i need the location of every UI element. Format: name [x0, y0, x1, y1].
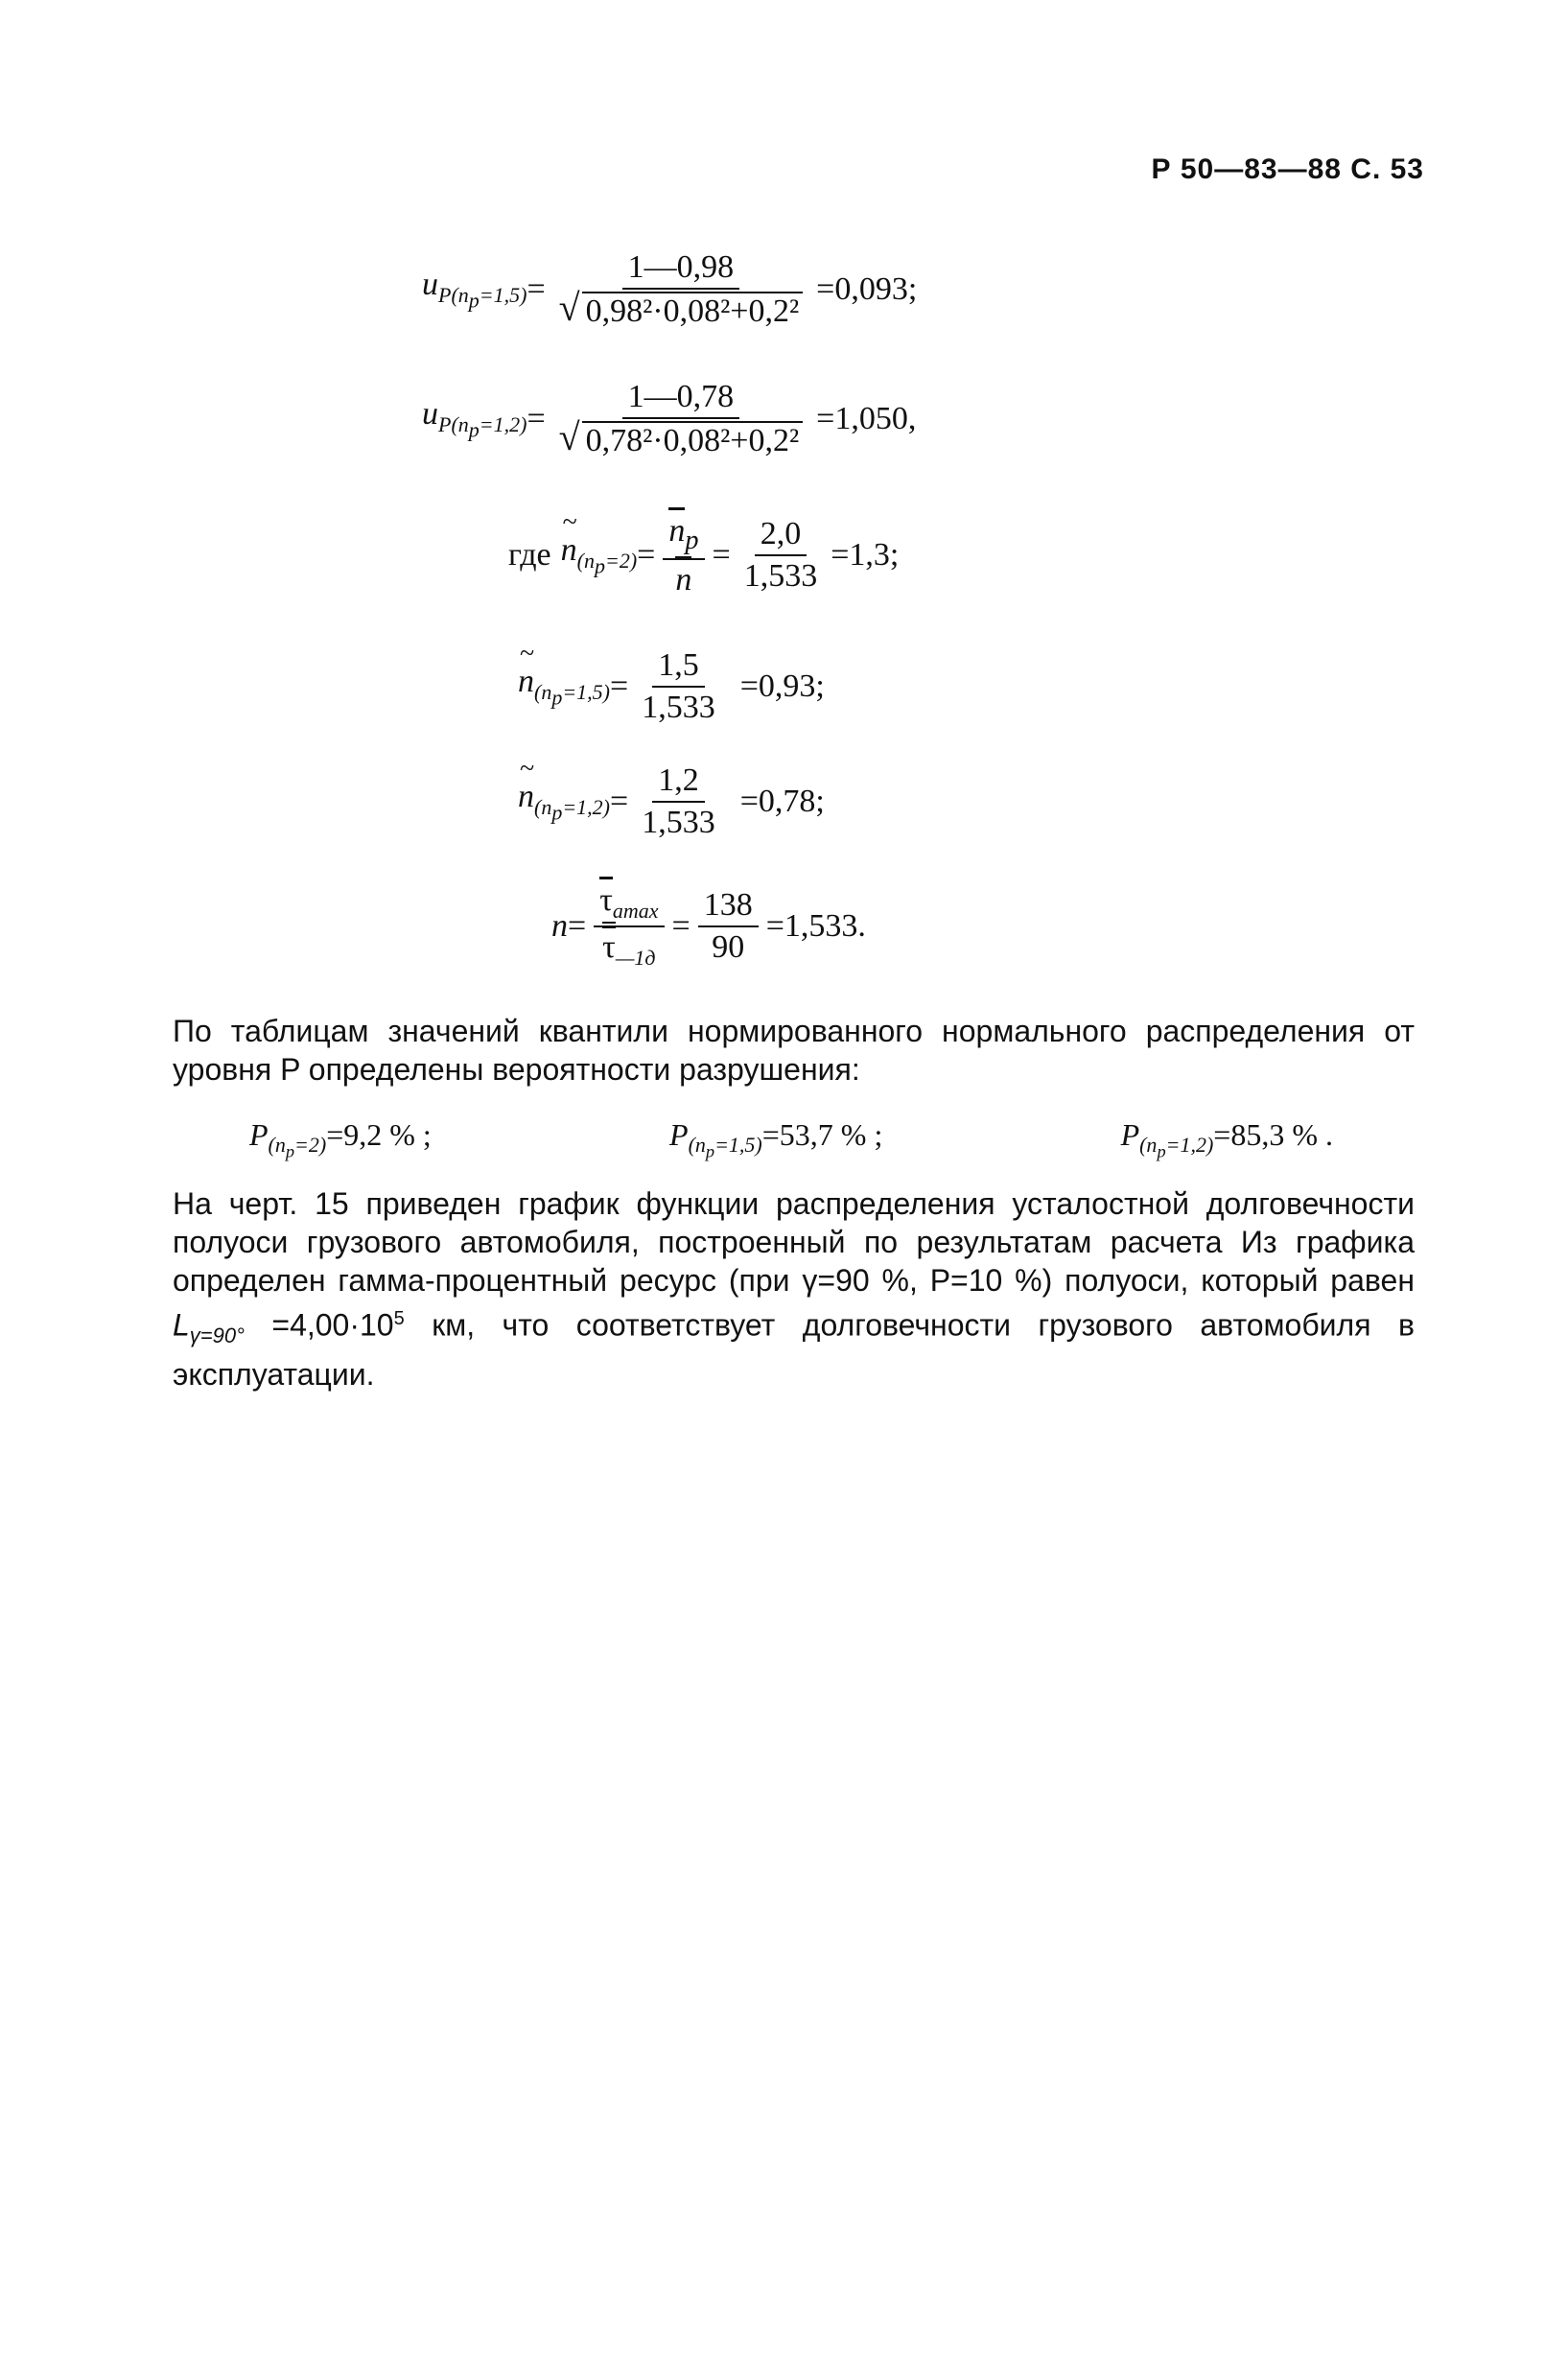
eq2-lhs: $u_{P(n_p=1,2)}$	[422, 395, 527, 442]
eq3-prefix: где	[508, 537, 551, 574]
probabilities-row	[249, 1117, 1333, 1162]
eq2-result: =1,050,	[816, 401, 917, 436]
eq3-lhs: ~ $n_{(n_p=2)}$	[561, 532, 638, 578]
eq3-result: =1,3;	[831, 537, 900, 574]
eq6-lhs: n	[551, 907, 568, 944]
eq1-result: =0,093;	[816, 271, 918, 307]
equation-5: ~ $n_{(n_p=1,2)}$ = $\frac{1,2}{1,533}$ =0,78;	[518, 762, 825, 841]
eq4-result: =0,93;	[739, 668, 825, 704]
equation-6: n = $\frac{\tau_{amax}}{\tau_{—1д}}$ = $\frac{138}{90}$ =1,533.	[551, 882, 866, 970]
probability-item: $P_{(n_p=2)}=9,2$ % ;	[249, 1117, 432, 1161]
eq1-fraction: 1—0,98 √ 0,98²·0,08²+0,2²	[553, 249, 809, 330]
eq6-fraction-2: $\frac{138}{90}$	[698, 887, 759, 966]
equation-2: $u_{P(n_p=1,2)}$ = 1—0,78 √ 0,78²·0,08²+0,2² =1,050,	[422, 379, 917, 458]
paragraph-resource: На черт. 15 приведен график функции распределения усталостной долговечности полуоси грузового автомобиля, построенный по результатам расчета Из графика определен гамма-процентный ресурс (при γ=90 %, P=10 %) полуоси, который равен $L_{\gamma=90^\circ} =4,00\cdot 10^5$ км, что соответствует долговечности грузового автомобиля в эксплуатации.	[173, 1186, 1416, 1393]
equation-4: ~ $n_{(n_p=1,5)}$ = $\frac{1,5}{1,533}$ =0,93;	[518, 647, 825, 726]
probability-item: $P_{(n_p=1,5)}=53,7$ % ;	[669, 1117, 883, 1161]
eq4-fraction: $\frac{1,5}{1,533}$	[642, 647, 715, 725]
page-header: Р 50—83—88 С. 53	[1151, 153, 1424, 185]
equation-3: где ~ $n_{(n_p=2)}$ = $\frac{n_p}{n}$ = $\frac{2,0}{1,533}$ =1,3;	[508, 513, 899, 598]
eq4-lhs: ~ $n_{(n_p=1,5)}$	[518, 664, 610, 710]
paragraph-probabilities-intro: По таблицам значений квантили нормированного нормального распределения от уровня P определены вероятности разрушения:	[173, 1014, 1415, 1087]
eq1-lhs: $u_{P(n_p=1,5)}$	[422, 266, 527, 313]
eq6-result: =1,533.	[765, 907, 866, 944]
eq3-fraction-1: $\frac{n_p}{n}$	[663, 513, 704, 598]
eq5-lhs: ~ $n_{(n_p=1,2)}$	[518, 779, 610, 825]
probability-item: $P_{(n_p=1,2)}=85,3$ % .	[1120, 1117, 1333, 1161]
equation-1: $u_{P(n_p=1,5)}$ = 1—0,98 √ 0,98²·0,08²+0,2² =0,093;	[422, 249, 918, 329]
eq5-result: =0,78;	[739, 784, 825, 819]
eq6-fraction-1: $\frac{\tau_{amax}}{\tau_{—1д}}$	[594, 882, 664, 971]
eq3-fraction-2: $\frac{2,0}{1,533}$	[743, 516, 818, 595]
eq2-fraction: 1—0,78 √ 0,78²·0,08²+0,2²	[553, 379, 809, 459]
eq5-fraction: $\frac{1,2}{1,533}$	[642, 762, 715, 840]
